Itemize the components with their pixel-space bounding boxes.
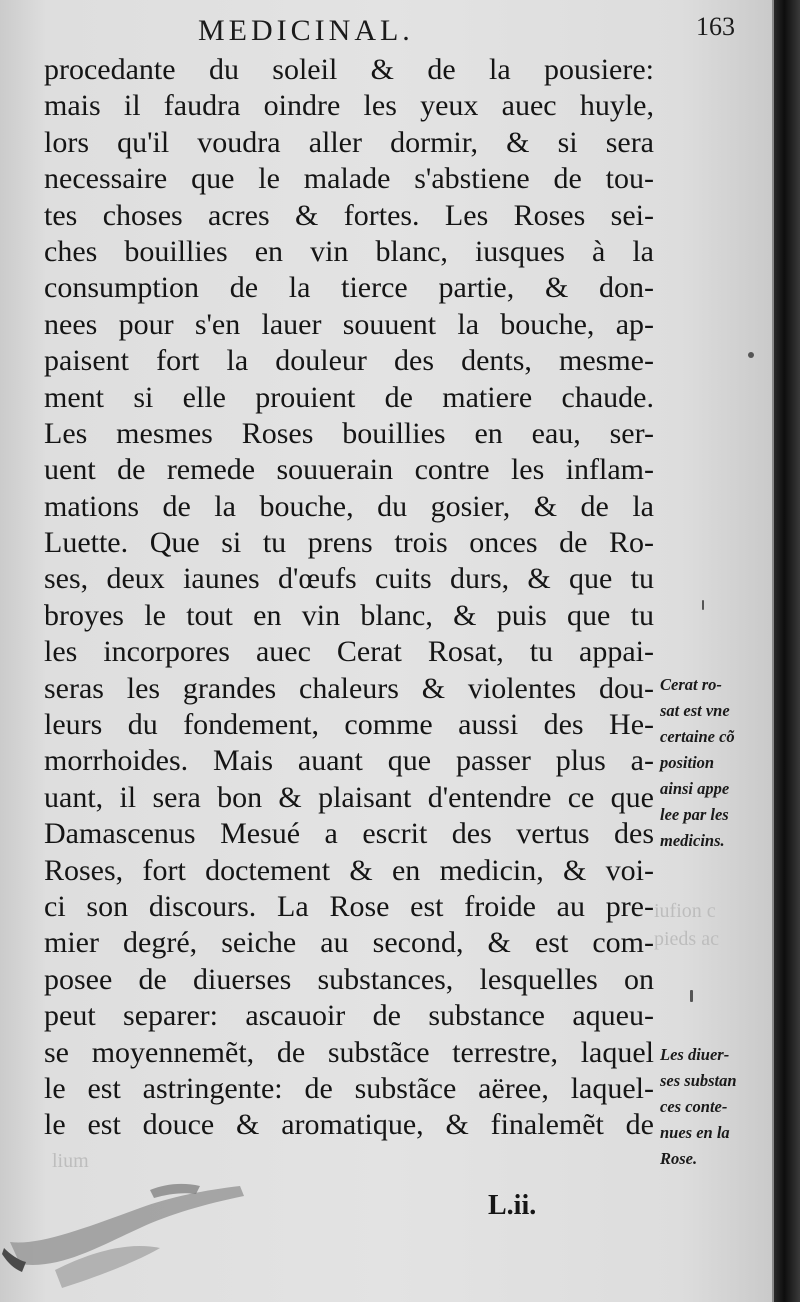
margin-note-line: position [660,753,715,772]
show-through-mark: iufion c [654,900,716,922]
ink-stain [0,1150,300,1302]
text-line: ci son discours. La Rose est froide au pre- [44,889,654,923]
text-line: necessaire que le malade s'abstiene de tou- [44,162,654,196]
book-spine [774,0,800,1302]
margin-note-line: Cerat ro- [660,675,722,694]
text-line: le est astringente: de substãce aëree, laquel- [44,1071,654,1105]
text-line: seras les grandes chaleurs & violentes dou- [44,671,654,705]
text-line: nees pour s'en lauer souuent la bouche, ap- [44,307,654,341]
margin-note-line: ces conte- [660,1097,728,1116]
margin-note-line: sat est vne [660,701,730,720]
ink-speck [748,352,754,358]
page-number: 163 [696,12,735,41]
text-line: Damascenus Mesué a escrit des vertus des [44,817,654,851]
show-through-mark: lium [52,1150,89,1172]
ink-speck [690,990,693,1002]
text-line: ses, deux iaunes d'œufs cuits durs, & que tu [44,562,654,596]
text-line: Les mesmes Roses bouillies en eau, ser- [44,416,654,450]
text-line: procedante du soleil & de la pousiere: [44,53,654,86]
text-line: Roses, fort doctement & en medicin, & voi- [44,853,654,887]
running-title: MEDICINAL. [198,14,414,47]
margin-note-line: Les diuer- [660,1045,730,1064]
text-line: uant, il sera bon & plaisant d'entendre ce que [44,780,654,814]
text-line: le est douce & aromatique, & finalemẽt de [44,1108,654,1142]
text-line: mais il faudra oindre les yeux auec huyle, [44,89,654,123]
text-line: se moyennemẽt, de substãce terrestre, laquel [44,1035,654,1069]
show-through-mark: pieds ac [654,928,719,950]
ink-speck [702,600,704,610]
text-line: Luette. Que si tu prens trois onces de Ro- [44,526,654,560]
margin-note-line: medicins. [660,831,725,850]
margin-note-line: lee par les [660,805,729,824]
margin-note-line: certaine cõ [660,727,735,746]
text-line: ches bouillies en vin blanc, iusques à la [44,234,654,268]
margin-note-line: ainsi appe [660,779,730,798]
margin-note-cerat-rosat [660,672,770,854]
margin-note-line: nues en la [660,1123,730,1142]
text-line: mier degré, seiche au second, & est com- [44,926,654,960]
body-text [44,52,654,1144]
signature-mark: L.ii. [488,1190,537,1221]
text-line: morrhoides. Mais auant que passer plus a- [44,744,654,778]
margin-note-rose-substances [660,1042,770,1172]
text-line: mations de la bouche, du gosier, & de la [44,489,654,523]
text-line: consumption de la tierce partie, & don- [44,271,654,305]
text-line: paisent fort la douleur des dents, mesme- [44,344,654,378]
text-line: lors qu'il voudra aller dormir, & si sera [44,125,654,159]
text-line: posee de diuerses substances, lesquelles on [44,962,654,996]
text-line: broyes le tout en vin blanc, & puis que tu [44,598,654,632]
margin-note-line: Rose. [660,1149,698,1168]
text-line: leurs du fondement, comme aussi des He- [44,708,654,742]
margin-note-line: ses substan [660,1071,737,1090]
text-line: ment si elle prouient de matiere chaude. [44,380,654,414]
text-line: les incorpores auec Cerat Rosat, tu appai- [44,635,654,669]
text-line: peut separer: ascauoir de substance aqueu- [44,999,654,1033]
text-line: tes choses acres & fortes. Les Roses sei- [44,198,654,232]
text-line: uent de remede souuerain contre les inflam- [44,453,654,487]
